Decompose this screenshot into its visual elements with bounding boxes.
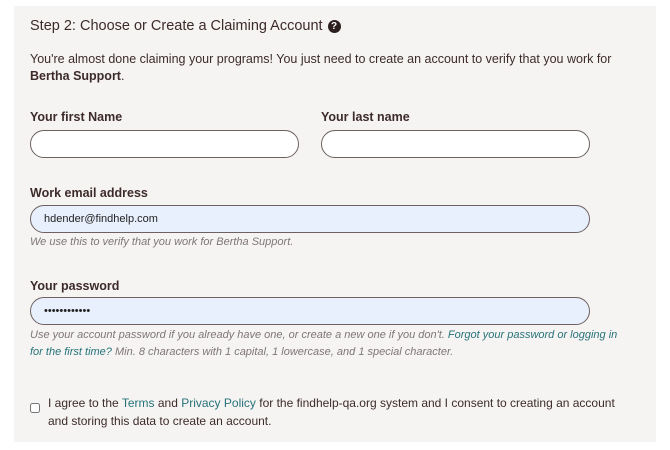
consent-text (48, 394, 623, 430)
intro-org-name: Bertha Support (30, 69, 121, 83)
terms-link[interactable]: Terms (121, 396, 155, 410)
password-hint (30, 327, 620, 361)
password-hint-text: Use your account password if you already have one, or create a new one if you don't. (30, 329, 448, 341)
intro-end: . (120, 69, 125, 83)
step-title (30, 18, 341, 34)
consent-and: and (154, 396, 182, 410)
email-hint: We use this to verify that you work for Bertha Support. (30, 236, 294, 248)
privacy-policy-link[interactable]: Privacy Policy (181, 396, 256, 410)
step-title-text: Step 2: Choose or Create a Claiming Account (30, 18, 323, 34)
password-input[interactable] (30, 297, 590, 325)
consent-checkbox[interactable] (30, 403, 40, 413)
last-name-input[interactable] (321, 130, 590, 158)
first-name-label: Your first Name (30, 110, 123, 124)
last-name-label: Your last name (321, 110, 410, 124)
email-label: Work email address (30, 186, 148, 200)
password-label: Your password (30, 279, 120, 293)
email-input[interactable] (30, 205, 590, 233)
intro-body: You're almost done claiming your programs! You just need to create an account to verify that you work for (30, 52, 612, 66)
claim-account-panel (14, 6, 656, 442)
forgot-password-link[interactable]: Forgot your password or logging in for the first time? (30, 329, 618, 358)
intro-text (30, 51, 630, 85)
question-circle-icon[interactable]: ? (328, 20, 341, 33)
first-name-input[interactable] (30, 130, 299, 158)
consent-prefix: I agree to the (48, 396, 122, 410)
consent-suffix: for the findhelp-qa.org system and I consent to creating an account and storing this data to create an account. (48, 396, 615, 428)
password-requirements: Min. 8 characters with 1 capital, 1 lowercase, and 1 special character. (111, 346, 454, 358)
